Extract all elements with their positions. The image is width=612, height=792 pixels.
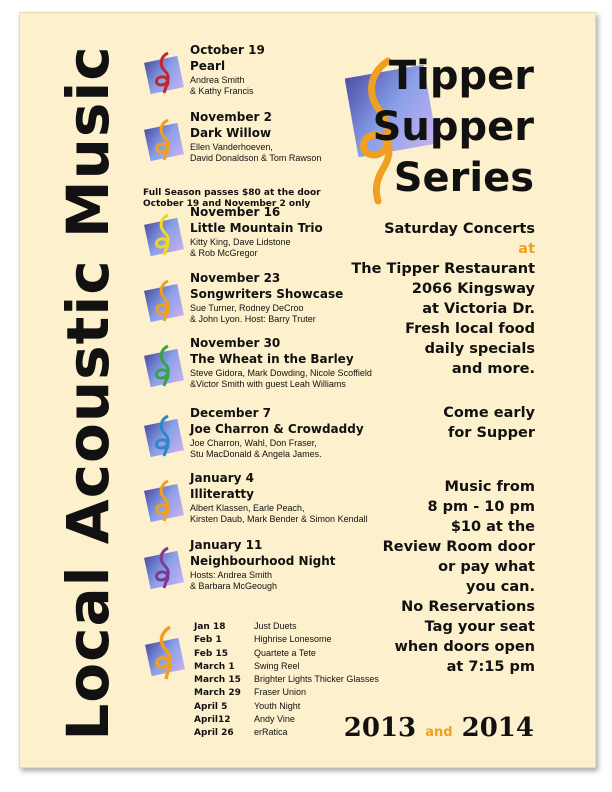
music-line: you can. [466, 579, 535, 595]
music-line: or pay what [438, 559, 535, 575]
schedule-date: March 1 [194, 661, 235, 672]
schedule-band: Quartete a Tete [254, 647, 316, 658]
concert-performers: Stu MacDonald & Angela James. [190, 449, 322, 459]
venue-line: at Victoria Dr. [422, 301, 535, 317]
schedule-date: Feb 15 [194, 648, 228, 659]
concert-name: Joe Charron & Crowdaddy [190, 422, 364, 436]
concert-name: Pearl [190, 59, 226, 73]
schedule-row [194, 633, 379, 646]
concert-name: Illiteratty [190, 487, 254, 501]
schedule-band: Swing Reel [254, 660, 300, 671]
concert-performers: Hosts: Andrea Smith [190, 570, 273, 580]
music-line: Music from [444, 479, 535, 495]
years-and: and [425, 725, 453, 740]
schedule-band: Youth Night [254, 700, 301, 711]
concert-name: Dark Willow [190, 126, 272, 140]
concert-name: Little Mountain Trio [190, 221, 323, 235]
treble-clef-icon [144, 544, 188, 590]
concert-performers: Joe Charron, Wahl, Don Fraser, [190, 438, 317, 448]
concert-performers: &Victor Smith with guest Leah Williams [190, 379, 346, 389]
treble-clef-icon [145, 623, 189, 683]
concert-performers: & John Lyon. Host: Barry Truter [190, 314, 316, 324]
music-line: $10 at the [450, 519, 535, 535]
at-label: at [518, 241, 535, 257]
venue-line: and more. [451, 361, 535, 377]
venue-line: 2066 Kingsway [411, 281, 535, 297]
treble-clef-icon [144, 211, 188, 257]
season-years [344, 713, 534, 743]
music-line: 8 pm - 10 pm [427, 499, 535, 515]
passes-line: Full Season passes $80 at the door [143, 188, 321, 198]
concert-performers: Kirsten Daub, Mark Bender & Simon Kendall [190, 514, 368, 524]
schedule-row [194, 700, 379, 713]
schedule-date: March 29 [194, 688, 241, 699]
schedule-date: Feb 1 [194, 635, 222, 646]
treble-clef-icon [144, 342, 188, 388]
early-line: Come early [443, 405, 535, 421]
concert-performers: Andrea Smith [190, 75, 245, 85]
early-line: for Supper [448, 425, 535, 441]
schedule-band: Fraser Union [254, 687, 307, 698]
year-end: 2014 [461, 713, 534, 743]
poster [19, 12, 596, 768]
series-title-line: Supper [372, 104, 534, 150]
schedule-band: Brighter Lights Thicker Glasses [254, 674, 379, 685]
concert-date: November 16 [190, 205, 281, 219]
treble-clef-icon [144, 116, 188, 162]
concert-performers: Sue Turner, Rodney DeCroo [190, 303, 304, 313]
concert-name: Neighbourhood Night [190, 554, 336, 568]
schedule-date: April12 [194, 715, 231, 726]
series-title-line: Series [393, 155, 534, 201]
concert-date: November 30 [190, 336, 281, 350]
concert-date: January 4 [190, 471, 255, 485]
concert-performers: Ellen Vanderhoeven, [190, 142, 273, 152]
treble-clef-icon [144, 277, 188, 323]
schedule-band: erRatica [254, 727, 288, 738]
schedule-row [194, 647, 379, 660]
music-line: Tag your seat [424, 619, 535, 635]
side-title [48, 43, 128, 743]
schedule-row [194, 620, 379, 633]
treble-clef-icon [144, 477, 188, 523]
venue-line: Fresh local food [405, 321, 535, 337]
music-line: No Reservations [401, 599, 535, 615]
music-info [383, 477, 535, 677]
schedule-date: March 15 [194, 675, 241, 686]
saturday-concerts: Saturday Concerts [384, 221, 535, 237]
supper-info [443, 403, 535, 443]
schedule-row [194, 673, 379, 686]
schedule-band: Just Duets [254, 621, 297, 631]
schedule-date: Jan 18 [194, 622, 226, 632]
concert-date: December 7 [190, 406, 272, 420]
schedule-date: April 26 [194, 728, 234, 739]
side-title-text: Local Acoustic Music [54, 45, 122, 741]
concert-date: January 11 [190, 538, 263, 552]
venue-line: The Tipper Restaurant [351, 261, 535, 277]
concert-performers: & Barbara McGeough [190, 581, 278, 591]
concert-date: November 23 [190, 271, 281, 285]
treble-clef-icon [144, 412, 188, 458]
venue-info [351, 219, 535, 379]
schedule-band: Highrise Lonesome [254, 634, 332, 645]
music-line: when doors open [394, 639, 535, 655]
series-title-line: Tipper [388, 53, 534, 99]
concert-performers: Kitty King, Dave Lidstone [190, 237, 291, 247]
treble-clef-icon [144, 49, 188, 95]
schedule-band: Andy Vine [254, 714, 295, 725]
concert-performers: Steve Gidora, Mark Dowding, Nicole Scoffield [190, 368, 372, 378]
venue-line: daily specials [424, 341, 535, 357]
music-line: Review Room door [382, 539, 535, 555]
schedule-date: April 5 [194, 701, 228, 712]
concert-date: October 19 [190, 43, 265, 57]
concert-performers: & Kathy Francis [190, 86, 254, 96]
year-start: 2013 [343, 713, 417, 743]
passes-line: October 19 and November 2 only [143, 199, 311, 209]
music-line: at 7:15 pm [446, 659, 535, 675]
concert-performers: David Donaldson & Tom Rawson [190, 153, 322, 163]
concert-name: The Wheat in the Barley [190, 352, 354, 366]
concert-performers: Albert Klassen, Earle Peach, [190, 503, 305, 513]
schedule-row [194, 686, 379, 699]
series-title [373, 51, 534, 204]
schedule-row [194, 660, 379, 673]
concert-name: Songwriters Showcase [190, 287, 344, 301]
concert-date: November 2 [190, 110, 272, 124]
concert-performers: & Rob McGregor [190, 248, 258, 258]
